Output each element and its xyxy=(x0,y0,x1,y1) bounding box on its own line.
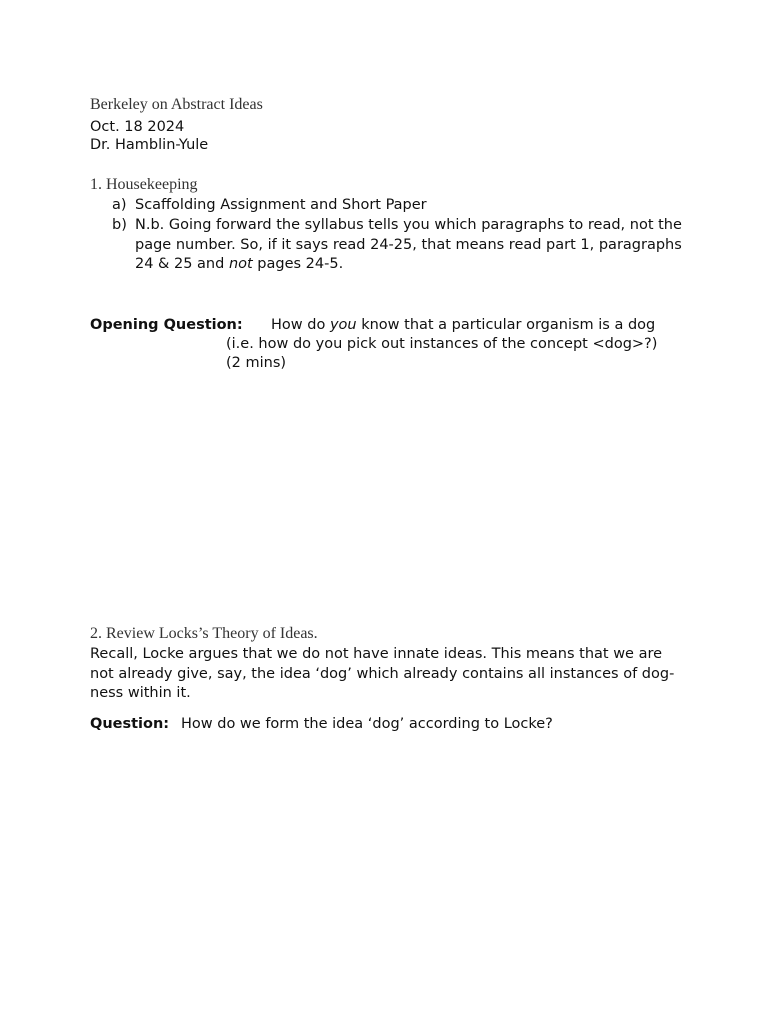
document-title: Berkeley on Abstract Ideas xyxy=(90,96,263,113)
opening-question-line1 xyxy=(271,316,655,336)
opening-question-line1-before: How do xyxy=(271,317,330,333)
list-marker: b) xyxy=(112,217,127,233)
opening-question-line1-after: know that a particular organism is a dog xyxy=(356,317,656,333)
list-item-text-before: N.b. Going forward the syllabus tells you which paragraphs to read, not the page number. So, if it says read 24-25, that means read part 1, paragraphs 24 & 25 and xyxy=(135,217,682,272)
opening-question-time: (2 mins) xyxy=(226,355,287,371)
opening-question-label: Opening Question: xyxy=(90,317,243,333)
section-heading-housekeeping: 1. Housekeeping xyxy=(90,176,198,193)
list-item xyxy=(112,196,692,216)
list-item-text-after: pages 24-5. xyxy=(252,256,344,272)
list-marker: a) xyxy=(112,197,127,213)
list-item xyxy=(112,216,692,276)
question-text: How do we form the idea ‘dog’ according to Locke? xyxy=(181,716,553,732)
section-heading-locke-theory: 2. Review Locks’s Theory of Ideas. xyxy=(90,625,318,642)
document-author: Dr. Hamblin-Yule xyxy=(90,137,209,153)
emphasis-you: you xyxy=(329,317,357,333)
question-label: Question: xyxy=(90,716,170,732)
emphasis-not: not xyxy=(228,256,253,272)
document-date: Oct. 18 2024 xyxy=(90,119,185,135)
section-paragraph: Recall, Locke argues that we do not have innate ideas. This means that we are not already give, say, the idea ‘dog’ which already contains all instances of dog-ness within it. xyxy=(90,646,675,701)
opening-question-line2: (i.e. how do you pick out instances of the concept <dog>?) xyxy=(226,336,658,352)
list-item-text: Scaffolding Assignment and Short Paper xyxy=(135,197,427,213)
list-item-text xyxy=(135,216,691,275)
